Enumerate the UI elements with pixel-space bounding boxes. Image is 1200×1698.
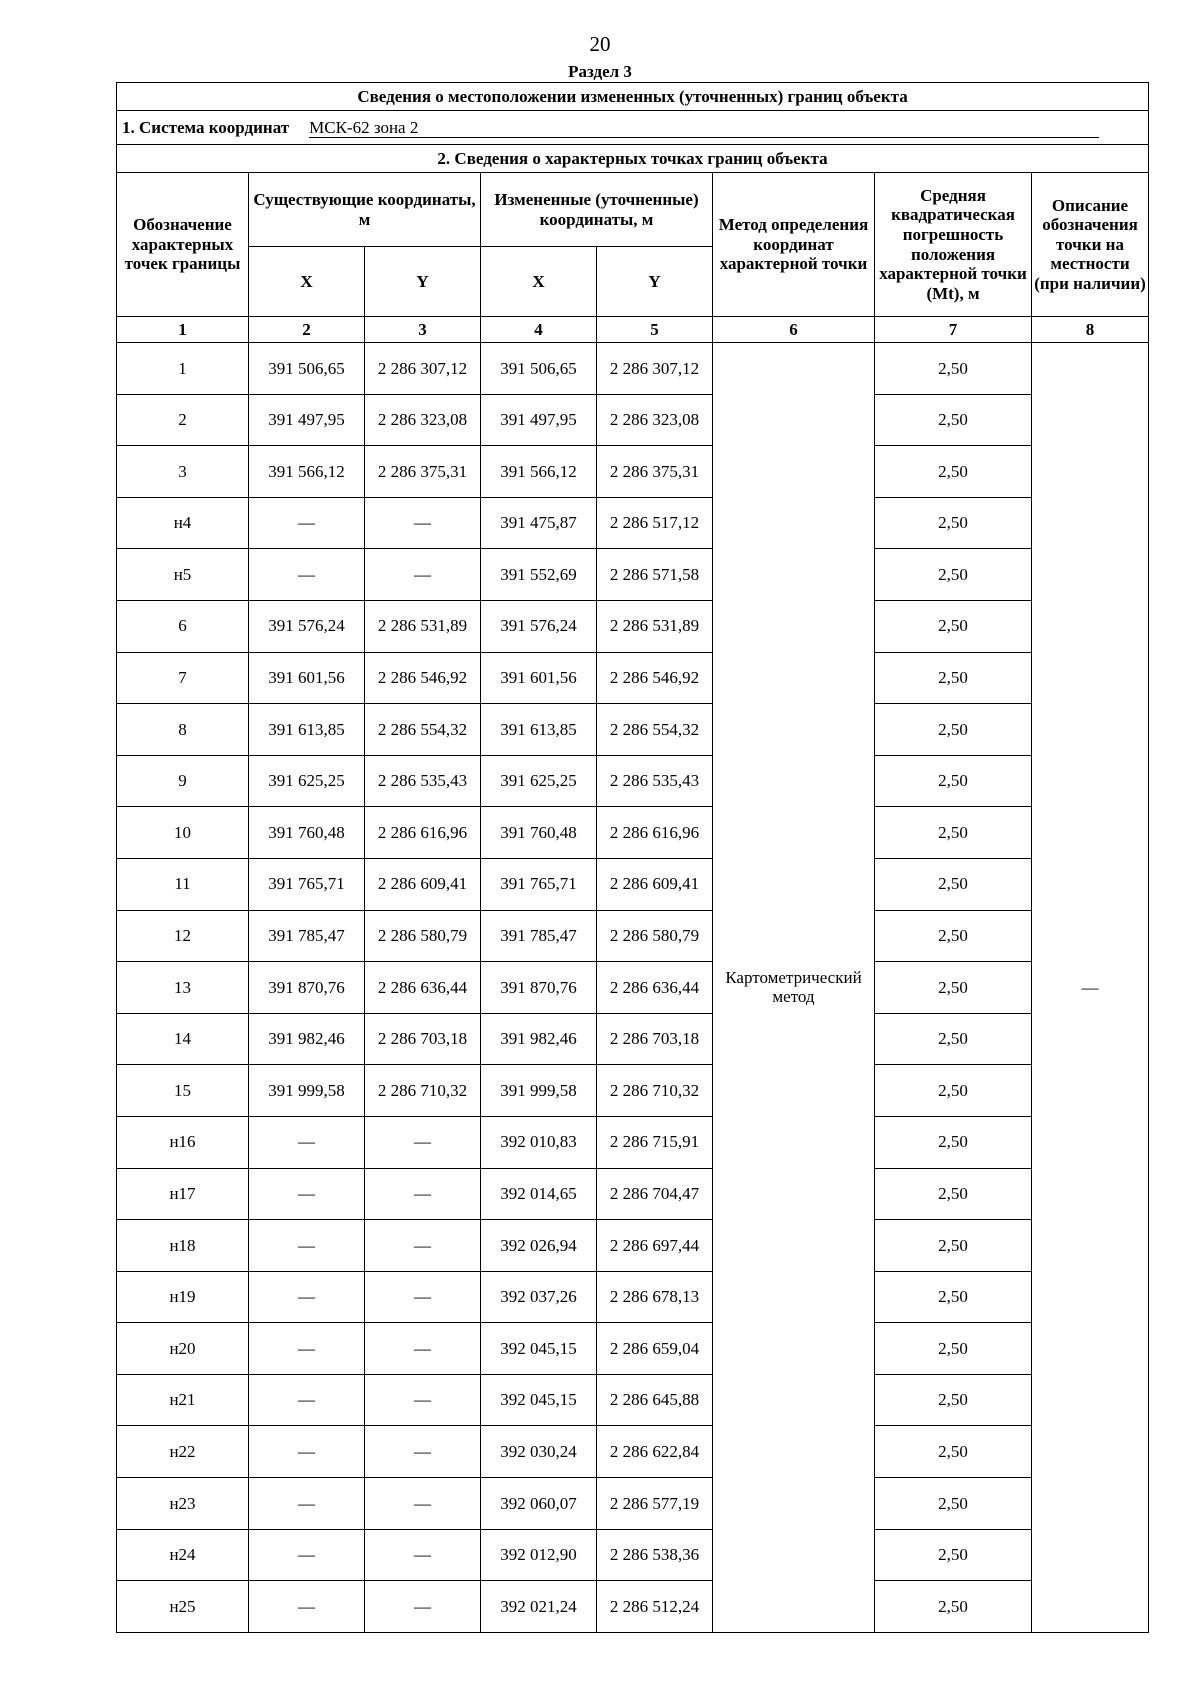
- accuracy-value: 2,50: [875, 446, 1032, 498]
- description-value: —: [1032, 343, 1149, 1633]
- accuracy-value: 2,50: [875, 497, 1032, 549]
- accuracy-value: 2,50: [875, 1168, 1032, 1220]
- header-changed-x: X: [481, 247, 597, 317]
- table-row: [117, 1220, 1149, 1272]
- changed-y-value: 2 286 616,96: [597, 807, 713, 859]
- point-label: н18: [117, 1220, 249, 1272]
- changed-x-value: 391 999,58: [481, 1065, 597, 1117]
- existing-x-value: 391 870,76: [249, 962, 365, 1014]
- column-number: 5: [597, 317, 713, 343]
- point-label: н20: [117, 1323, 249, 1375]
- changed-y-value: 2 286 622,84: [597, 1426, 713, 1478]
- existing-y-value: 2 286 554,32: [365, 704, 481, 756]
- table-row: [117, 1116, 1149, 1168]
- accuracy-value: 2,50: [875, 1323, 1032, 1375]
- header-existing-x: X: [249, 247, 365, 317]
- header-point-designation: Обозначение характерных точек границы: [117, 173, 249, 317]
- point-label: 14: [117, 1013, 249, 1065]
- point-label: н21: [117, 1374, 249, 1426]
- changed-x-value: 391 566,12: [481, 446, 597, 498]
- table-row: [117, 1013, 1149, 1065]
- changed-y-value: 2 286 710,32: [597, 1065, 713, 1117]
- changed-y-value: 2 286 512,24: [597, 1581, 713, 1633]
- point-label: н4: [117, 497, 249, 549]
- existing-y-value: —: [365, 1581, 481, 1633]
- point-label: 15: [117, 1065, 249, 1117]
- existing-x-value: —: [249, 1271, 365, 1323]
- header-existing-coordinates: Существующие координаты, м: [249, 173, 481, 247]
- existing-x-value: —: [249, 549, 365, 601]
- existing-x-value: —: [249, 1374, 365, 1426]
- existing-y-value: 2 286 703,18: [365, 1013, 481, 1065]
- changed-x-value: 391 552,69: [481, 549, 597, 601]
- point-label: 6: [117, 600, 249, 652]
- existing-y-value: —: [365, 1323, 481, 1375]
- changed-x-value: 391 625,25: [481, 755, 597, 807]
- changed-x-value: 391 785,47: [481, 910, 597, 962]
- changed-x-value: 391 765,71: [481, 858, 597, 910]
- existing-x-value: —: [249, 1220, 365, 1272]
- existing-x-value: 391 601,56: [249, 652, 365, 704]
- table-row: [117, 1065, 1149, 1117]
- changed-x-value: 391 506,65: [481, 343, 597, 395]
- existing-x-value: —: [249, 497, 365, 549]
- changed-x-value: 391 982,46: [481, 1013, 597, 1065]
- point-label: 8: [117, 704, 249, 756]
- existing-y-value: 2 286 609,41: [365, 858, 481, 910]
- existing-x-value: —: [249, 1581, 365, 1633]
- existing-x-value: 391 982,46: [249, 1013, 365, 1065]
- header-changed-coordinates: Измененные (уточненные) координаты, м: [481, 173, 713, 247]
- existing-x-value: 391 999,58: [249, 1065, 365, 1117]
- table-row: [117, 755, 1149, 807]
- existing-x-value: —: [249, 1116, 365, 1168]
- changed-y-value: 2 286 323,08: [597, 394, 713, 446]
- changed-y-value: 2 286 577,19: [597, 1478, 713, 1530]
- existing-x-value: 391 576,24: [249, 600, 365, 652]
- point-label: н19: [117, 1271, 249, 1323]
- point-label: н5: [117, 549, 249, 601]
- header-changed-y: Y: [597, 247, 713, 317]
- accuracy-value: 2,50: [875, 962, 1032, 1014]
- header-accuracy: Средняя квадратическая погрешность положения характерной точки (Mt), м: [875, 173, 1032, 317]
- existing-y-value: 2 286 535,43: [365, 755, 481, 807]
- point-label: 2: [117, 394, 249, 446]
- table-row: [117, 1374, 1149, 1426]
- table-row: [117, 858, 1149, 910]
- existing-x-value: 391 566,12: [249, 446, 365, 498]
- point-label: 1: [117, 343, 249, 395]
- existing-y-value: —: [365, 1116, 481, 1168]
- changed-x-value: 391 870,76: [481, 962, 597, 1014]
- changed-x-value: 392 010,83: [481, 1116, 597, 1168]
- table-row: [117, 704, 1149, 756]
- accuracy-value: 2,50: [875, 343, 1032, 395]
- changed-y-value: 2 286 636,44: [597, 962, 713, 1014]
- existing-x-value: —: [249, 1168, 365, 1220]
- accuracy-value: 2,50: [875, 1529, 1032, 1581]
- column-number: 6: [713, 317, 875, 343]
- table-row: [117, 394, 1149, 446]
- accuracy-value: 2,50: [875, 1220, 1032, 1272]
- table-row: [117, 1529, 1149, 1581]
- accuracy-value: 2,50: [875, 858, 1032, 910]
- changed-y-value: 2 286 678,13: [597, 1271, 713, 1323]
- point-label: н22: [117, 1426, 249, 1478]
- existing-y-value: —: [365, 1426, 481, 1478]
- point-label: н23: [117, 1478, 249, 1530]
- table-row: [117, 652, 1149, 704]
- page-number: 20: [589, 32, 611, 56]
- changed-y-value: 2 286 703,18: [597, 1013, 713, 1065]
- column-number: 3: [365, 317, 481, 343]
- existing-x-value: 391 613,85: [249, 704, 365, 756]
- accuracy-value: 2,50: [875, 910, 1032, 962]
- changed-y-value: 2 286 571,58: [597, 549, 713, 601]
- changed-x-value: 392 021,24: [481, 1581, 597, 1633]
- point-label: 9: [117, 755, 249, 807]
- changed-y-value: 2 286 659,04: [597, 1323, 713, 1375]
- table-row: [117, 549, 1149, 601]
- changed-y-value: 2 286 546,92: [597, 652, 713, 704]
- existing-y-value: —: [365, 1478, 481, 1530]
- accuracy-value: 2,50: [875, 1271, 1032, 1323]
- table-row: [117, 807, 1149, 859]
- coordinate-system-label: 1. Система координат: [122, 117, 290, 137]
- coordinate-system-value: МСК-62 зона 2: [309, 118, 1099, 139]
- point-label: 11: [117, 858, 249, 910]
- changed-x-value: 391 613,85: [481, 704, 597, 756]
- column-number: 7: [875, 317, 1032, 343]
- changed-y-value: 2 286 645,88: [597, 1374, 713, 1426]
- accuracy-value: 2,50: [875, 1116, 1032, 1168]
- accuracy-value: 2,50: [875, 549, 1032, 601]
- subsection-title: 2. Сведения о характерных точках границ объекта: [117, 145, 1149, 173]
- changed-y-value: 2 286 307,12: [597, 343, 713, 395]
- changed-y-value: 2 286 535,43: [597, 755, 713, 807]
- method-value: Картометрический метод: [713, 343, 875, 1633]
- column-number: 1: [117, 317, 249, 343]
- table-row: [117, 446, 1149, 498]
- point-label: 7: [117, 652, 249, 704]
- existing-x-value: —: [249, 1323, 365, 1375]
- changed-x-value: 391 497,95: [481, 394, 597, 446]
- point-label: н25: [117, 1581, 249, 1633]
- existing-x-value: 391 497,95: [249, 394, 365, 446]
- existing-x-value: 391 760,48: [249, 807, 365, 859]
- changed-x-value: 391 576,24: [481, 600, 597, 652]
- existing-y-value: 2 286 375,31: [365, 446, 481, 498]
- accuracy-value: 2,50: [875, 1426, 1032, 1478]
- existing-y-value: 2 286 531,89: [365, 600, 481, 652]
- accuracy-value: 2,50: [875, 1581, 1032, 1633]
- accuracy-value: 2,50: [875, 807, 1032, 859]
- table-row: [117, 343, 1149, 395]
- existing-y-value: —: [365, 1168, 481, 1220]
- existing-x-value: 391 765,71: [249, 858, 365, 910]
- existing-y-value: 2 286 710,32: [365, 1065, 481, 1117]
- changed-x-value: 392 012,90: [481, 1529, 597, 1581]
- table-row: [117, 1478, 1149, 1530]
- existing-y-value: 2 286 307,12: [365, 343, 481, 395]
- header-description: Описание обозначения точки на местности (при наличии): [1032, 173, 1149, 317]
- changed-x-value: 392 060,07: [481, 1478, 597, 1530]
- changed-x-value: 391 475,87: [481, 497, 597, 549]
- column-number: 2: [249, 317, 365, 343]
- existing-x-value: —: [249, 1426, 365, 1478]
- changed-y-value: 2 286 609,41: [597, 858, 713, 910]
- accuracy-value: 2,50: [875, 1374, 1032, 1426]
- changed-x-value: 391 760,48: [481, 807, 597, 859]
- changed-y-value: 2 286 531,89: [597, 600, 713, 652]
- existing-y-value: 2 286 580,79: [365, 910, 481, 962]
- accuracy-value: 2,50: [875, 1013, 1032, 1065]
- changed-y-value: 2 286 697,44: [597, 1220, 713, 1272]
- table-row: [117, 910, 1149, 962]
- table-row: [117, 497, 1149, 549]
- column-number: 8: [1032, 317, 1149, 343]
- accuracy-value: 2,50: [875, 652, 1032, 704]
- changed-y-value: 2 286 554,32: [597, 704, 713, 756]
- point-label: н16: [117, 1116, 249, 1168]
- existing-y-value: —: [365, 1220, 481, 1272]
- table-row: [117, 600, 1149, 652]
- column-number: 4: [481, 317, 597, 343]
- changed-y-value: 2 286 517,12: [597, 497, 713, 549]
- existing-y-value: 2 286 323,08: [365, 394, 481, 446]
- existing-y-value: —: [365, 1271, 481, 1323]
- point-label: 13: [117, 962, 249, 1014]
- existing-y-value: —: [365, 549, 481, 601]
- point-label: н17: [117, 1168, 249, 1220]
- existing-y-value: 2 286 636,44: [365, 962, 481, 1014]
- accuracy-value: 2,50: [875, 1478, 1032, 1530]
- existing-y-value: —: [365, 497, 481, 549]
- existing-x-value: —: [249, 1529, 365, 1581]
- point-label: 3: [117, 446, 249, 498]
- accuracy-value: 2,50: [875, 600, 1032, 652]
- table-row: [117, 1426, 1149, 1478]
- changed-x-value: 391 601,56: [481, 652, 597, 704]
- changed-y-value: 2 286 580,79: [597, 910, 713, 962]
- accuracy-value: 2,50: [875, 394, 1032, 446]
- section-title: Раздел 3: [568, 62, 632, 81]
- changed-y-value: 2 286 704,47: [597, 1168, 713, 1220]
- accuracy-value: 2,50: [875, 1065, 1032, 1117]
- table-row: [117, 1323, 1149, 1375]
- table-row: [117, 1271, 1149, 1323]
- table-row: [117, 962, 1149, 1014]
- header-method: Метод определения координат характерной точки: [713, 173, 875, 317]
- changed-x-value: 392 014,65: [481, 1168, 597, 1220]
- changed-x-value: 392 037,26: [481, 1271, 597, 1323]
- existing-x-value: —: [249, 1478, 365, 1530]
- existing-y-value: 2 286 616,96: [365, 807, 481, 859]
- header-existing-y: Y: [365, 247, 481, 317]
- existing-x-value: 391 506,65: [249, 343, 365, 395]
- coordinate-system-row: [117, 111, 1149, 145]
- existing-y-value: 2 286 546,92: [365, 652, 481, 704]
- existing-x-value: 391 785,47: [249, 910, 365, 962]
- changed-x-value: 392 030,24: [481, 1426, 597, 1478]
- changed-x-value: 392 026,94: [481, 1220, 597, 1272]
- existing-x-value: 391 625,25: [249, 755, 365, 807]
- table-row: [117, 1168, 1149, 1220]
- changed-x-value: 392 045,15: [481, 1374, 597, 1426]
- existing-y-value: —: [365, 1374, 481, 1426]
- accuracy-value: 2,50: [875, 755, 1032, 807]
- accuracy-value: 2,50: [875, 704, 1032, 756]
- boundary-points-table: [116, 82, 1149, 1633]
- point-label: 10: [117, 807, 249, 859]
- changed-y-value: 2 286 715,91: [597, 1116, 713, 1168]
- table-row: [117, 1581, 1149, 1633]
- changed-x-value: 392 045,15: [481, 1323, 597, 1375]
- table-title: Сведения о местоположении измененных (уточненных) границ объекта: [117, 83, 1149, 111]
- changed-y-value: 2 286 538,36: [597, 1529, 713, 1581]
- existing-y-value: —: [365, 1529, 481, 1581]
- point-label: 12: [117, 910, 249, 962]
- point-label: н24: [117, 1529, 249, 1581]
- changed-y-value: 2 286 375,31: [597, 446, 713, 498]
